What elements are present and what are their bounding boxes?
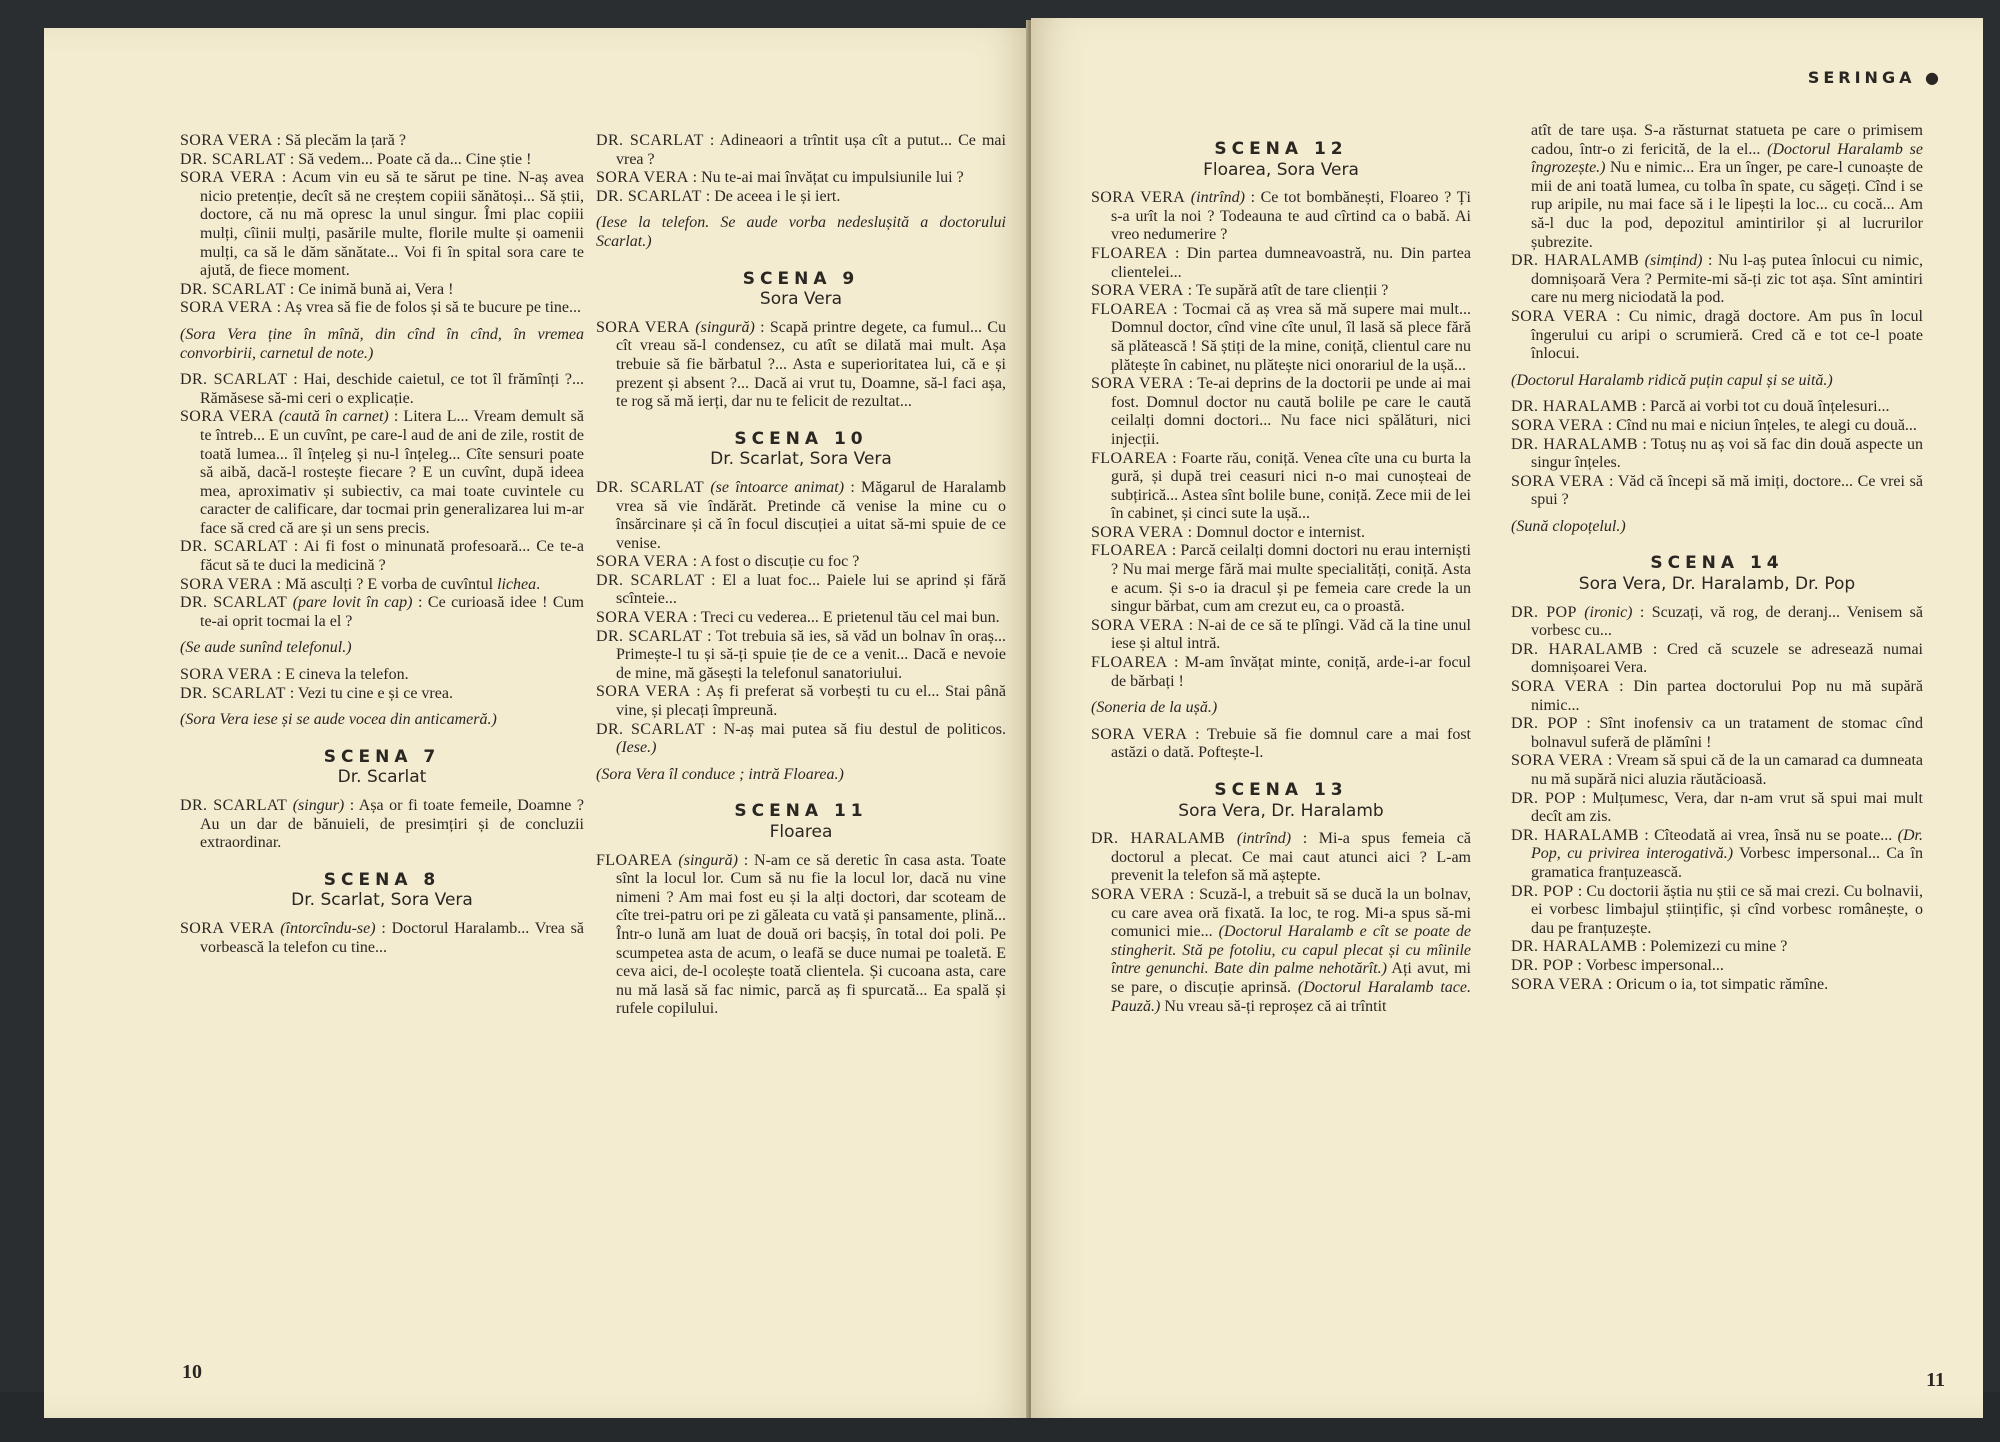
dialogue-text: : Ce inimă bună ai, Vera ! <box>285 280 454 298</box>
dialogue-line <box>596 721 1006 758</box>
dialogue-text: : Din partea dumneavoastră, nu. Din partea clientelei... <box>1111 244 1471 281</box>
dialogue-line <box>180 281 584 300</box>
speaker-name: SORA VERA <box>180 919 275 937</box>
dialogue-text: : E cineva la telefon. <box>272 666 409 684</box>
dialogue-text: : A fost o discuție cu foc ? <box>688 553 860 571</box>
dialogue-line <box>1511 883 1923 939</box>
dialogue-line <box>1511 938 1923 957</box>
dialogue-line <box>1511 308 1923 364</box>
speaker-name: DR. HARALAMB <box>1511 398 1638 416</box>
right-column-2 <box>1511 122 1923 994</box>
scene-characters: Sora Vera, Dr. Haralamb <box>1178 800 1384 821</box>
inline-direction: (întorcîndu-se) <box>274 919 376 937</box>
stage-direction: (Iese la telefon. Se aude vorba nedeslușită a doctorului Scarlat.) <box>596 214 1006 250</box>
dialogue-line <box>1091 726 1471 763</box>
inline-direction: (caută în carnet) <box>273 408 389 426</box>
speaker-name: DR. SCARLAT <box>180 797 288 814</box>
speaker-name: SORA VERA <box>1091 189 1186 207</box>
dialogue-text: : Polemizezi cu mine ? <box>1637 938 1788 956</box>
speaker-name: DR. SCARLAT <box>596 132 704 149</box>
dialogue-line <box>180 538 584 575</box>
dialogue-line <box>1511 976 1923 995</box>
speaker-name: DR. HARALAMB <box>1511 640 1644 658</box>
dialogue-line <box>596 572 1006 609</box>
dialogue-line <box>1091 450 1471 524</box>
dialogue-line <box>180 920 584 957</box>
speaker-name: FLOAREA <box>1091 654 1168 672</box>
speaker-name: SORA VERA <box>1091 725 1188 743</box>
dialogue-line <box>596 169 1006 188</box>
inline-direction: (intrînd) <box>1185 189 1246 207</box>
scene-characters: Sora Vera, Dr. Haralamb, Dr. Pop <box>1578 574 1856 595</box>
dialogue-line <box>596 609 1006 628</box>
inline-direction: (singur) <box>287 797 345 814</box>
speaker-name: SORA VERA <box>180 132 273 149</box>
dialogue-line <box>1511 957 1923 976</box>
dialogue-line <box>596 132 1006 169</box>
dialogue-line <box>1091 830 1471 886</box>
dialogue-line <box>180 594 584 631</box>
speaker-name: SORA VERA <box>180 575 273 593</box>
stage-direction: (Sora Vera îl conduce ; intră Floarea.) <box>596 765 844 783</box>
dialogue-line <box>180 666 584 685</box>
speaker-name: SORA VERA <box>1091 523 1184 541</box>
dialogue-text: : Te supără atît de tare clienții ? <box>1183 282 1389 300</box>
scene-characters: Dr. Scarlat, Sora Vera <box>710 449 892 470</box>
dialogue-line <box>1511 678 1923 715</box>
speaker-name: FLOAREA <box>1091 244 1168 262</box>
speaker-name: SORA VERA <box>180 408 274 426</box>
speaker-name: SORA VERA <box>1091 282 1184 300</box>
dialogue-line <box>1091 886 1471 1016</box>
speaker-name: SORA VERA <box>1511 307 1608 325</box>
dialogue-line <box>1091 654 1471 691</box>
speaker-name: SORA VERA <box>596 553 689 571</box>
dialogue-text: : M-am învățat minte, coniță, arde-i-ar focul de bărbați ! <box>1111 654 1471 690</box>
dialogue-line <box>1091 282 1471 301</box>
scene-characters: Dr. Scarlat <box>337 767 427 788</box>
speaker-name: DR. HARALAMB <box>1091 830 1226 848</box>
dialogue-text: : N-ai de ce să te plîngi. Văd că la tine unul iese și altul intră. <box>1111 616 1471 653</box>
speaker-name: DR. POP <box>1511 603 1577 621</box>
speaker-name: SORA VERA <box>180 299 273 317</box>
inline-direction: (singură) <box>672 851 738 869</box>
dialogue-text: : Parcă ai vorbi tot cu două înțelesuri... <box>1637 398 1890 416</box>
dialogue-line <box>180 685 584 704</box>
dialogue-text: : Mulțumesc, Vera, dar n-am vrut să spui mai mult decît am zis. <box>1531 789 1923 826</box>
scene-heading: SCENA 10 <box>734 428 868 449</box>
speaker-name: DR. SCARLAT <box>596 187 702 205</box>
dialogue-line <box>596 553 1006 572</box>
inline-direction: (Doctorul Haralamb tace. Pauză.) <box>1111 978 1472 1015</box>
scene-heading: SCENA 14 <box>1650 553 1784 574</box>
speaker-name: DR. HARALAMB <box>1511 435 1638 453</box>
speaker-name: SORA VERA <box>596 318 690 336</box>
inline-direction: lichea <box>497 575 537 593</box>
dialogue-text: : Tot trebuia să ies, să văd un bolnav în oraș... Primește-l tu și să-ți spuie ție de ce a venit... Dacă e nevoie de mine, mă găsești la telefonul sanatoriului. <box>616 627 1006 682</box>
right-column-1 <box>1091 122 1471 1016</box>
scene-heading: SCENA 12 <box>1214 139 1348 159</box>
dialogue-line <box>1511 122 1923 252</box>
running-header: SERINGA ● <box>1807 68 1943 87</box>
inline-direction: (Doctorul Haralamb e cît se poate de stingherit. Stă pe fotoliu, cu capul plecat și cu mîinile între genunchi. Bate din palme nehotărît.) <box>1111 923 1472 978</box>
scene-heading: SCENA 9 <box>742 268 860 289</box>
speaker-name: DR. SCARLAT <box>596 478 705 496</box>
inline-direction: (ironic) <box>1576 603 1633 621</box>
dialogue-text: : Mi-a spus femeia că doctorul a plecat. Ce mai caut atunci aici ? L-am prevenit la telefon să mă aștepte. <box>1111 830 1472 885</box>
dialogue-text: : Văd că începi să mă imiți, doctore... Ce vrei să spui ? <box>1531 472 1923 509</box>
dialogue-text: : Te-ai deprins de la doctorii pe unde ai mai fost. Domnul doctor nu caută bolile pe care le caută ceilalți domni doctori... Nu face nici spălături, nici injecții. <box>1111 375 1472 448</box>
speaker-name: DR. SCARLAT <box>596 720 705 738</box>
dialogue-line <box>180 797 584 853</box>
dialogue-text: : Aș fi preferat să vorbești tu cu el... Stai până vine, și plecați împreună. <box>616 683 1006 720</box>
inline-direction: (singură) <box>689 318 755 336</box>
dialogue-line <box>1511 827 1923 883</box>
inline-direction: (simțind) <box>1639 252 1703 270</box>
dialogue-text: : Nu l-aș putea înlocui cu nimic, domnișoară Vera ? Permite-mi să-ți zic tot așa. Sînt amintiri care nu merg niciodată la pod. <box>1531 252 1923 307</box>
dialogue-text: : Ce tot bombănești, Floareo ? Ți s-a urît la noi ? Todeauna te aud cîrtind ca o babă. Ai vreo nedumerire ? <box>1111 189 1471 244</box>
page-number-left: 10 <box>182 1361 202 1383</box>
dialogue-line <box>596 188 1006 207</box>
dialogue-line <box>1091 375 1471 449</box>
dialogue-text: : Acum vin eu să te sărut pe tine. N-aș avea nicio pretenție, decît să ne creștem copiii sănătoși... Să știi, doctore, că nu mă opresc la unul singur. Îmi plac copiii mulți, cîinii mulți, pasările multe, florile multe și oamenii mulți, ca să le dăm sănătate... Voi fi în spital sora care te ajută, de fiece moment. <box>200 169 585 280</box>
stage-direction: (Soneria de la ușă.) <box>1091 699 1218 717</box>
speaker-name: FLOAREA <box>1091 542 1168 560</box>
scene-heading: SCENA 7 <box>323 746 441 767</box>
right-page <box>1031 18 1983 1418</box>
dialogue-line <box>180 151 584 170</box>
dialogue-text: Nu vreau să-ți reproșez că ai trîntit <box>1160 997 1387 1015</box>
dialogue-line <box>180 371 584 408</box>
scene-characters: Floarea, Sora Vera <box>1203 159 1359 180</box>
scene-heading: SCENA 8 <box>323 869 441 890</box>
dialogue-text: : Ce curioasă idee ! Cum te-ai oprit tocmai la el ? <box>200 594 584 630</box>
dialogue-text: : Adineaori a trîntit ușa cît a putut... Ce mai vrea ? <box>616 132 1006 168</box>
speaker-name: FLOAREA <box>596 851 673 869</box>
dialogue-text: : Sînt inofensiv ca un tratament de stomac cînd bolnavul suferă de plămîni ! <box>1531 715 1923 751</box>
dialogue-line <box>1091 542 1471 616</box>
dialogue-text: : Să plecăm la țară ? <box>272 132 406 149</box>
dialogue-text: : Totuș nu aș voi să fac din două aspecte un singur înțeles. <box>1531 435 1923 472</box>
dialogue-line <box>1511 641 1923 678</box>
speaker-name: SORA VERA <box>180 666 273 684</box>
dialogue-line <box>1511 790 1923 827</box>
dialogue-text: : Ai fi fost o minunată profesoară... Ce te-a făcut să te duci la medicină ? <box>200 538 584 575</box>
dialogue-line <box>1091 189 1471 245</box>
stage-direction: (Doctorul Haralamb ridică puțin capul și se uită.) <box>1511 371 1833 389</box>
speaker-name: DR. SCARLAT <box>596 627 703 645</box>
dialogue-text: : Oricum o ia, tot simpatic rămîne. <box>1603 975 1829 993</box>
dialogue-text: : El a luat foc... Paiele lui se aprind și fără scînteie... <box>616 571 1006 608</box>
speaker-name: DR. SCARLAT <box>596 571 705 589</box>
speaker-name: DR. SCARLAT <box>180 280 286 298</box>
dialogue-line <box>1511 473 1923 510</box>
dialogue-line <box>1511 398 1923 417</box>
dialogue-line <box>1511 417 1923 436</box>
scene-characters: Sora Vera <box>759 289 843 310</box>
speaker-name: SORA VERA <box>180 169 276 187</box>
scene-characters: Dr. Scarlat, Sora Vera <box>291 890 473 911</box>
dialogue-text: : Așa or fi toate femeile, Doamne ? Au un dar de bănuieli, de presimțiri și de concluzii extraordinar. <box>200 797 584 852</box>
dialogue-text: : Domnul doctor e internist. <box>1183 523 1365 541</box>
dialogue-line <box>1511 252 1923 308</box>
speaker-name: DR. SCARLAT <box>180 684 286 702</box>
stage-direction: (Sora Vera iese și se aude vocea din anticameră.) <box>180 711 497 729</box>
dialogue-line <box>1511 436 1923 473</box>
dialogue-text: : Foarte rău, coniță. Venea cîte una cu burta la gură, și după trei ceasuri nici n-o mai cunoșteai de subțirică... Astea sînt bolile bune, coniță. Zece mii de lei în cabinet, și cinci sute la ușă... <box>1111 449 1471 523</box>
dialogue-text: : Vezi tu cine e și ce vrea. <box>285 684 453 702</box>
speaker-name: SORA VERA <box>1091 885 1185 903</box>
inline-direction: (intrînd) <box>1225 830 1292 848</box>
speaker-name: SORA VERA <box>596 609 689 627</box>
speaker-name: SORA VERA <box>1511 416 1604 434</box>
speaker-name: DR. SCARLAT <box>180 371 288 389</box>
speaker-name: DR. POP <box>1511 956 1574 974</box>
speaker-name: DR. SCARLAT <box>180 538 288 556</box>
dialogue-text: : Cred că scuzele se adresează numai domnișoarei Vera. <box>1531 640 1924 677</box>
dialogue-text: : Scapă printre degete, ca fumul... Cu cît vreau să-l condensez, cu atît se dilată mai mult. Așa trebuie să fie bărbatul ?... Asta e superioritatea lui, că e și prezent și absent ?... Dacă ai vrut tu, Doamne, să-l faci așa, te rog să mă ierți, dar nu te felicit de rezultat... <box>616 318 1007 411</box>
dialogue-line <box>1091 301 1471 375</box>
speaker-name: SORA VERA <box>1091 616 1185 634</box>
dialogue-text: : Vorbesc impersonal... <box>1573 956 1724 974</box>
speaker-name: DR. POP <box>1511 715 1578 733</box>
speaker-name: SORA VERA <box>596 169 689 187</box>
dialogue-line <box>1091 524 1471 543</box>
speaker-name: DR. SCARLAT <box>180 150 286 168</box>
inline-direction: (se întoarce animat) <box>704 478 845 496</box>
scene-heading: SCENA 11 <box>734 801 868 822</box>
dialogue-text: : Parcă ceilalți domni doctori nu erau interniști ? Nu mai merge fără mai multe specialități, coniță. Asta e acum. Și s-o ia dracul și pe femeia care crede la un singur bărbat, cum am crezut eu, ca o proastă. <box>1111 542 1471 616</box>
dialogue-text: : Cîteodată ai vrea, însă nu se poate... <box>1638 826 1898 844</box>
dialogue-text: : Nu te-ai mai învățat cu impulsiunile lui ? <box>688 169 964 187</box>
dialogue-text: Nu e nimic... Era un înger, pe care-l cunoaște de mii de ani toată lumea, cu tolba în spate, cu săgeți. Cînd i se rup aripile, nu mai face să i le lipești la loc... cu cocă... Am să-l duc la pod, depozitul amintirilor și al lucrurilor șubrezite. <box>1531 159 1923 251</box>
dialogue-text: : Scuzați, vă rog, de deranj... Venisem să vorbesc cu... <box>1531 603 1923 640</box>
left-page <box>44 28 1029 1418</box>
speaker-name: FLOAREA <box>1091 300 1168 318</box>
dialogue-text: Ați avut, mi se pare, o discuție aprinsă. <box>1111 960 1471 996</box>
dialogue-text: : Treci cu vederea... E prietenul tău cel mai bun. <box>688 609 1000 627</box>
dialogue-text: : Tocmai că aș vrea să mă supere mai mult... Domnul doctor, cînd vine cîte unul, îl lasă să plece fără să plătească ! Să știți de la mine, coniță, clientul care nu plătește în cabinet, nu plătește nici onorariul de la ușă... <box>1111 300 1471 374</box>
dialogue-text: : Litera L... Vream demult să te întreb... E un cuvînt, pe care-l aud de ani de zile, rostit de toată lumea... îl înțeleg și nu-l înțeleg... Cîte sensuri poate să aibă, dacă-l rostește fiecare ? E un cuvînt, după ideea mea, aproximativ și subiectiv, ca mai toate cuvintele cu caracter de calificare, dar tocmai prin generalizarea lui m-ar face să cred că are și un sens precis. <box>200 408 584 537</box>
dialogue-line <box>1511 715 1923 752</box>
speaker-name: SORA VERA <box>1511 975 1604 993</box>
inline-direction: (pare lovit în cap) <box>287 594 413 612</box>
speaker-name: DR. HARALAMB <box>1511 938 1638 956</box>
dialogue-text: : Aș vrea să fie de folos și să te bucure pe tine... <box>272 299 582 317</box>
dialogue-line <box>1511 604 1923 641</box>
dialogue-text: : Mă asculți ? E vorba de cuvîntul <box>272 575 498 593</box>
dialogue-text: : Scuză-l, a trebuit să se ducă la un bolnav, cu care avea oră fixată. Ia loc, te rog. Mi-a spus să-mi comunici mie... <box>1111 885 1472 941</box>
stage-direction: (Sună clopoțelul.) <box>1511 517 1626 535</box>
dialogue-text: : Cu doctorii ăștia nu știi ce să mai crezi. Cu bolnavii, ei vorbesc limbajul științific, și cînd vorbesc românește, o dau pe franțuzește. <box>1531 882 1923 937</box>
speaker-name: DR. HARALAMB <box>1511 252 1640 270</box>
speaker-name: SORA VERA <box>1511 752 1604 770</box>
scene-characters: Floarea <box>769 822 833 842</box>
speaker-name: SORA VERA <box>1511 678 1610 696</box>
speaker-name: SORA VERA <box>1091 375 1185 393</box>
left-column-2 <box>596 132 1006 1019</box>
dialogue-line <box>596 852 1006 1019</box>
dialogue-line <box>596 683 1006 720</box>
dialogue-text: : Hai, deschide caietul, ce tot îl frămînți ?... Rămăsese să-mi ceri o explicație. <box>200 371 584 407</box>
inline-direction: (Dr. Pop, cu privirea interogativă.) <box>1531 826 1923 863</box>
dialogue-text: : Cu nimic, dragă doctore. Am pus în locul îngerului cu aripi o scrumieră. Cred că e tot ce-l poate înlocui. <box>1531 307 1924 363</box>
left-column-1 <box>180 132 584 957</box>
dialogue-text: : N-aș mai putea să fiu destul de politicos. <box>704 720 1006 738</box>
inline-direction: (Iese.) <box>616 739 657 757</box>
dialogue-line <box>180 132 584 151</box>
dialogue-line <box>1091 617 1471 654</box>
dialogue-text: : Din partea doctorului Pop nu mă supără nimic... <box>1531 678 1923 714</box>
dialogue-text: Vorbesc impersonal... Ca în gramatica franțuzească. <box>1531 845 1923 881</box>
stage-direction: (Se aude sunînd telefonul.) <box>180 639 352 657</box>
dialogue-text: : Trebuie să fie domnul care a mai fost astăzi o dată. Poftește-l. <box>1111 725 1471 762</box>
dialogue-line <box>180 408 584 538</box>
inline-direction: (Doctorul Haralamb se îngrozește.) <box>1531 140 1923 177</box>
dialogue-line <box>1511 752 1923 789</box>
dialogue-text: : Cînd nu mai e niciun înțeles, te alegi cu două... <box>1603 416 1917 434</box>
dialogue-text: . <box>536 575 541 593</box>
dialogue-line <box>180 169 584 281</box>
speaker-name: SORA VERA <box>1511 472 1605 490</box>
dialogue-text: atît de tare ușa. S-a răsturnat statueta pe care o primisem cadou, într-o zi fericită, de la el... <box>1531 122 1923 158</box>
dialogue-line <box>596 319 1006 412</box>
dialogue-text: : Doctorul Haralamb... Vrea să vorbească la telefon cu tine... <box>200 919 584 956</box>
dialogue-line <box>180 576 584 595</box>
dialogue-line <box>596 479 1006 553</box>
stage-direction: (Sora Vera ține în mînă, din cînd în cînd, în vremea convorbirii, carnetul de note.) <box>180 325 584 362</box>
dialogue-line <box>180 299 584 318</box>
speaker-name: DR. SCARLAT <box>180 594 288 612</box>
page-number-right: 11 <box>1926 1369 1945 1391</box>
dialogue-line <box>1091 245 1471 282</box>
speaker-name: SORA VERA <box>596 683 691 701</box>
speaker-name: DR. HARALAMB <box>1511 826 1639 844</box>
speaker-name: DR. POP <box>1511 882 1574 900</box>
dialogue-line <box>596 628 1006 684</box>
scene-heading: SCENA 13 <box>1214 780 1348 800</box>
speaker-name: FLOAREA <box>1091 449 1168 467</box>
dialogue-text: : Să vedem... Poate că da... Cine știe ! <box>285 150 532 168</box>
dialogue-text: : Vream să spui că de la un camarad ca dumneata nu mă supără nici aluzia răutăcioasă. <box>1531 752 1923 788</box>
dialogue-text: : De aceea i le și iert. <box>701 187 841 205</box>
dialogue-text: : Măgarul de Haralamb vrea să vie îndărăt. Pretinde că venise la mine cu o însărcinare și că în focul discuției a uitat să-mi spuie de ce venise. <box>616 478 1006 552</box>
speaker-name: DR. POP <box>1511 789 1576 807</box>
dialogue-text: : N-am ce să deretic în casa asta. Toate sînt la locul lor. Cum să nu fie la locul lor, dacă nu vine nimeni ? Am mai fost eu și la alți doctori, dar scoteam de cîte trei-patru ori pe zi găleata cu vată și pansamente, plină... Într-o lună am luat de două ori bacșiș, în total doi poli. Pe scumpetea asta de acum, o leafă se duce numai pe toaletă. E ceva aici, de-l ocolește toată clientela. Și cucoana asta, care nu mă lasă să fac nimic, parcă aș fi spurcată... Ea spală și rufele copilului. <box>616 851 1006 1018</box>
